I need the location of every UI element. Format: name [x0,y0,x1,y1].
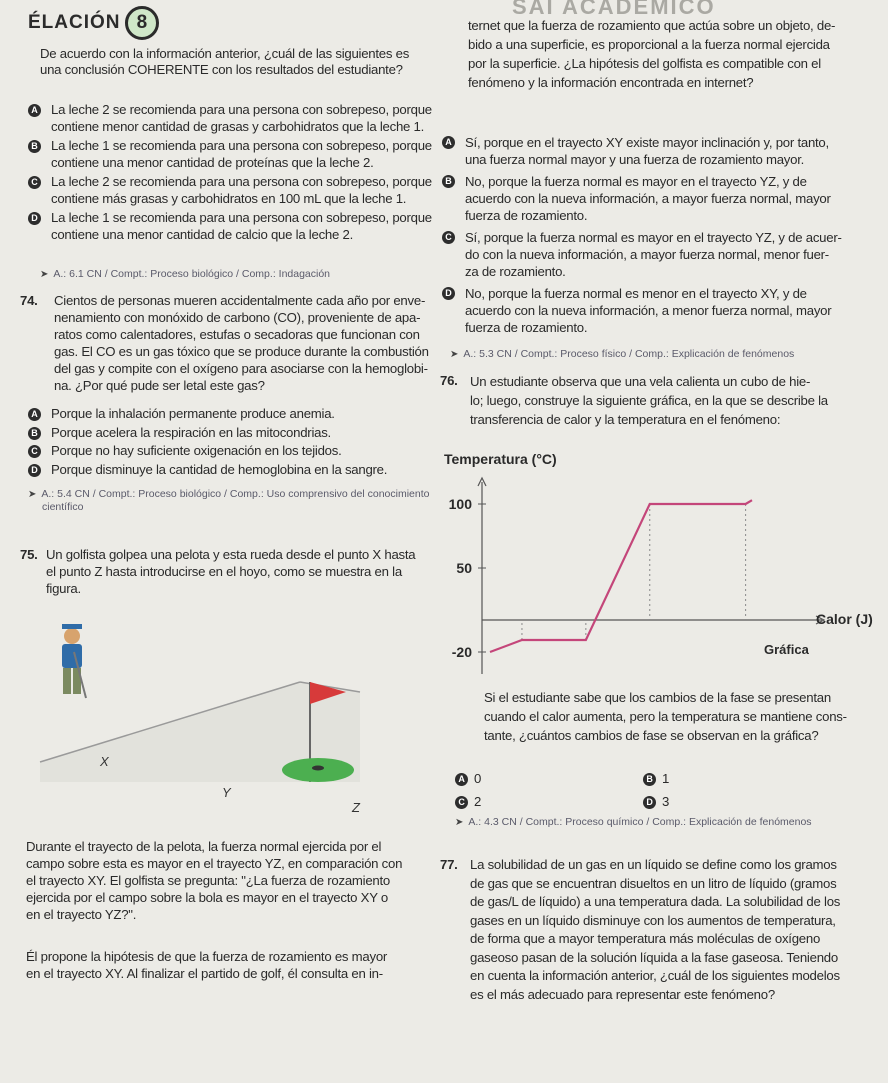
arrow-icon: ➤ [28,489,37,500]
text-line: Un estudiante observa que una vela calienta un cubo de hie- [470,374,811,389]
text-line: una fuerza normal mayor y una fuerza de rozamiento mayor. [465,152,805,167]
golf-figure [30,612,430,832]
option-bullet-icon: B [28,140,41,153]
q75-block [20,546,415,597]
q74-meta-line: A.: 5.4 CN / Compt.: Proceso biológico / Comp.: Uso comprensivo del conocimiento [41,488,430,500]
q76-stem [470,372,828,429]
q73-prompt [40,46,409,78]
y-tick-label: 100 [448,496,472,512]
q77-number: 77. [440,857,458,872]
section-number-badge: 8 [125,6,159,40]
text-line: fuerza de rozamiento. [465,320,588,335]
text-line: por la superficie. ¿La hipótesis del golfista es compatible con el [468,56,821,71]
text-line: La leche 2 se recomienda para una persona con sobrepeso, porque [51,174,432,189]
option-text [465,229,842,280]
text-line: del gas y compite con el oxígeno para asociarse con la hemoglobi- [54,361,428,376]
option-text [465,285,831,336]
option-bullet-icon: C [455,796,468,809]
text-line: el punto Z hasta introducirse en el hoyo, como se muestra en la [46,564,402,579]
text-line: za de rozamiento. [465,264,566,279]
option-text [51,102,432,135]
y-tick-label: -20 [451,644,472,660]
text-line: en el trayecto XY. Al finalizar el partido de golf, él consulta en in- [26,966,383,981]
option-text: 1 [662,771,670,786]
text-line: Porque acelera la respiración en las mitocondrias. [51,424,331,440]
text-line: contiene una menor cantidad de proteínas que la leche 2. [51,154,374,170]
text-line: Porque disminuye la cantidad de hemoglobina en la sangre. [51,461,388,477]
q74-meta-line: científico [42,501,84,513]
option-bullet-icon: A [455,773,468,786]
option-d[interactable] [442,285,842,336]
section-title: ÉLACIÓN [28,12,121,33]
text-line: nenamiento con monóxido de carbono (CO), proveniente de apa- [54,310,421,325]
option-text: 2 [474,794,482,809]
q75-stem [46,546,415,597]
text-line: el trayecto XY. El golfista se pregunta: "¿La fuerza de rozamiento [26,873,390,888]
text-line: campo sobre esta es mayor en el trayecto YZ, en comparación con [26,856,403,871]
text-line: cuando el calor aumenta, pero la temperatura se mantiene cons- [484,709,847,724]
option-bullet-icon: D [28,212,41,225]
corner-watermark-text: SAI ACADEMICO [512,0,716,19]
text-line: ternet que la fuerza de rozamiento que actúa sobre un objeto, de- [468,18,836,33]
text-line: contiene más grasas y carbohidratos en 100 mL que la leche 1. [51,190,407,206]
q74-block [20,292,429,394]
text-line: Sí, porque la fuerza normal es mayor en el trayecto YZ, y de acuer- [465,230,842,245]
y-tick-label: 50 [456,560,472,576]
text-line: tante, ¿cuántos cambios de fase se observan en la gráfica? [484,728,819,743]
option-text [51,138,432,171]
text-line: Durante el trayecto de la pelota, la fuerza normal ejercida por el [26,839,382,854]
text-line: acuerdo con la nueva información, a mayor fuerza normal, mayor [465,191,831,206]
text-line: de forma que a mayor temperatura más moléculas de oxígeno [470,931,821,946]
option-text: 0 [474,771,482,786]
option-c[interactable] [28,443,387,460]
q77-stem [470,856,840,1004]
text-line: fuerza de rozamiento. [465,208,588,223]
text-line: lo; luego, construye la siguiente gráfica, en la que se describe la [470,393,828,408]
option-bullet-icon: C [28,176,41,189]
text-line: De acuerdo con la información anterior, ¿cuál de las siguientes es [40,46,410,61]
text-line: contiene una menor cantidad de calcio que la leche 2. [51,226,354,242]
option-bullet-icon: B [442,175,455,188]
q75-body [26,838,402,923]
text-line: Cientos de personas mueren accidentalmente cada año por enve- [54,293,426,308]
text-line: Si el estudiante sabe que los cambios de la fase se presentan [484,690,831,705]
q74-number: 74. [20,293,38,308]
option-bullet-icon: A [28,408,41,421]
q76-block [440,372,828,429]
text-line: es el más adecuado para representar este fenómeno? [470,986,775,1002]
option-bullet-icon: B [28,427,41,440]
q74-meta [28,488,429,513]
text-line: Porque no hay suficiente oxigenación en los tejidos. [51,443,342,458]
option-text [51,210,432,243]
q76-option-d[interactable] [643,793,669,810]
option-b[interactable] [442,173,842,224]
q74-stem [54,292,429,394]
q76-meta [455,816,812,828]
text-line: fenómeno y la información encontrada en internet? [468,75,754,90]
text-line: bido a una superficie, es proporcional a la fuerza normal ejercida [468,37,830,52]
option-bullet-icon: B [643,773,656,786]
text-line: ejercida por el campo sobre la bola es mayor en el trayecto XY o [26,890,389,905]
text-line: No, porque la fuerza normal es menor en el trayecto XY, y de [465,286,807,301]
option-bullet-icon: C [442,231,455,244]
q76-option-b[interactable] [643,770,669,787]
temperature-chart [430,440,873,680]
q75-body2 [26,948,387,982]
q76-option-a[interactable] [455,770,643,787]
option-c[interactable] [442,229,842,280]
text-line: Él propone la hipótesis de que la fuerza de rozamiento es mayor [26,949,388,964]
option-b[interactable] [28,425,387,442]
q75-meta [450,348,794,360]
text-line: na. ¿Por qué pude ser letal este gas? [54,378,265,393]
q76-number: 76. [440,373,458,388]
text-line: gaseoso pasan de la solución líquida a la fase gaseosa. Teniendo [470,949,838,965]
text-line: ratos como calentadores, estufas o secadoras que funcionan con [54,327,420,342]
point-z-label: Z [352,800,360,815]
text-line: La leche 1 se recomienda para una persona con sobrepeso, porque [51,210,432,225]
text-line: contiene menor cantidad de grasas y carbohidratos que la leche 1. [51,118,425,134]
q76-option-c[interactable] [455,793,643,810]
option-bullet-icon: A [442,136,455,149]
option-bullet-icon: D [442,287,455,300]
option-a[interactable] [28,102,432,135]
q73-meta [40,268,330,280]
q75-meta-text: A.: 5.3 CN / Compt.: Proceso físico / Comp.: Explicación de fenómenos [463,348,795,360]
q75-number: 75. [20,547,38,562]
option-bullet-icon: D [28,464,41,477]
option-text [51,406,335,423]
option-text [51,462,387,479]
option-c[interactable] [28,174,432,207]
text-line: No, porque la fuerza normal es mayor en el trayecto YZ, y de [465,174,807,189]
arrow-icon: ➤ [455,817,464,828]
chart-xlabel: Calor (J) [816,611,873,627]
text-line: Sí, porque en el trayecto XY existe mayor inclinación y, por tanto, [465,135,829,150]
option-bullet-icon: C [28,445,41,458]
text-line: una conclusión COHERENTE con los resultados del estudiante? [40,62,403,77]
q76-meta-text: A.: 4.3 CN / Compt.: Proceso químico / Comp.: Explicación de fenómenos [468,816,812,828]
q77-block [440,856,840,1004]
q73-meta-text: A.: 6.1 CN / Compt.: Proceso biológico / Comp.: Indagación [53,268,331,280]
option-d[interactable] [28,210,432,243]
arrow-icon: ➤ [450,349,459,360]
q76-options [455,770,715,810]
chart-caption: Gráfica [764,642,809,657]
golfer-icon [62,624,86,698]
option-d[interactable] [28,462,387,479]
q74-options [28,406,387,480]
text-line: en el trayecto YZ?". [26,907,137,922]
text-line: en cuenta la información anterior, ¿cuál de los siguientes modelos [470,968,840,983]
option-a[interactable] [28,406,387,423]
option-text [51,425,331,442]
option-text: 3 [662,794,670,809]
text-line: La leche 1 se recomienda para una persona con sobrepeso, porque [51,138,432,153]
text-line: La leche 2 se recomienda para una persona con sobrepeso, porque [51,102,432,117]
text-line: transferencia de calor y la temperatura en el fenómeno: [470,412,781,427]
text-line: Porque la inhalación permanente produce anemia. [51,406,335,421]
text-line: Un golfista golpea una pelota y esta rueda desde el punto X hasta [46,547,416,562]
point-y-label: Y [222,785,231,800]
text-line: do con la nueva información, a mayor fuerza normal, menor fuer- [465,247,829,262]
chart-ylabel: Temperatura (°C) [444,451,557,467]
point-x-label: X [100,754,109,769]
section-header [28,6,159,40]
q73-options [28,102,432,246]
temperature-series-line [490,500,752,652]
option-text [51,443,342,460]
text-line: figura. [46,581,81,596]
option-b[interactable] [28,138,432,171]
text-line: gases en un líquido disminuye con los aumentos de temperatura, [470,912,836,928]
q75-options [442,134,842,341]
arrow-icon: ➤ [40,269,49,280]
option-bullet-icon: A [28,104,41,117]
option-text [465,134,829,168]
q75-continuation [468,16,835,92]
option-text [51,174,432,207]
option-bullet-icon: D [643,796,656,809]
text-line: de gas que se encuentran disueltos en un litro de líquido (gramos [470,875,837,891]
text-line: de gas/L de líquido) a una temperatura dada. La solubilidad de los [470,894,841,909]
q76-followup [484,688,847,745]
text-line: La solubilidad de un gas en un líquido se define como los gramos [470,857,837,872]
text-line: acuerdo con la nueva información, a menor fuerza normal, mayor [465,303,832,318]
option-text [465,173,831,224]
option-a[interactable] [442,134,842,168]
text-line: gas. El CO es un gas tóxico que se produce durante la combustión [54,344,429,359]
